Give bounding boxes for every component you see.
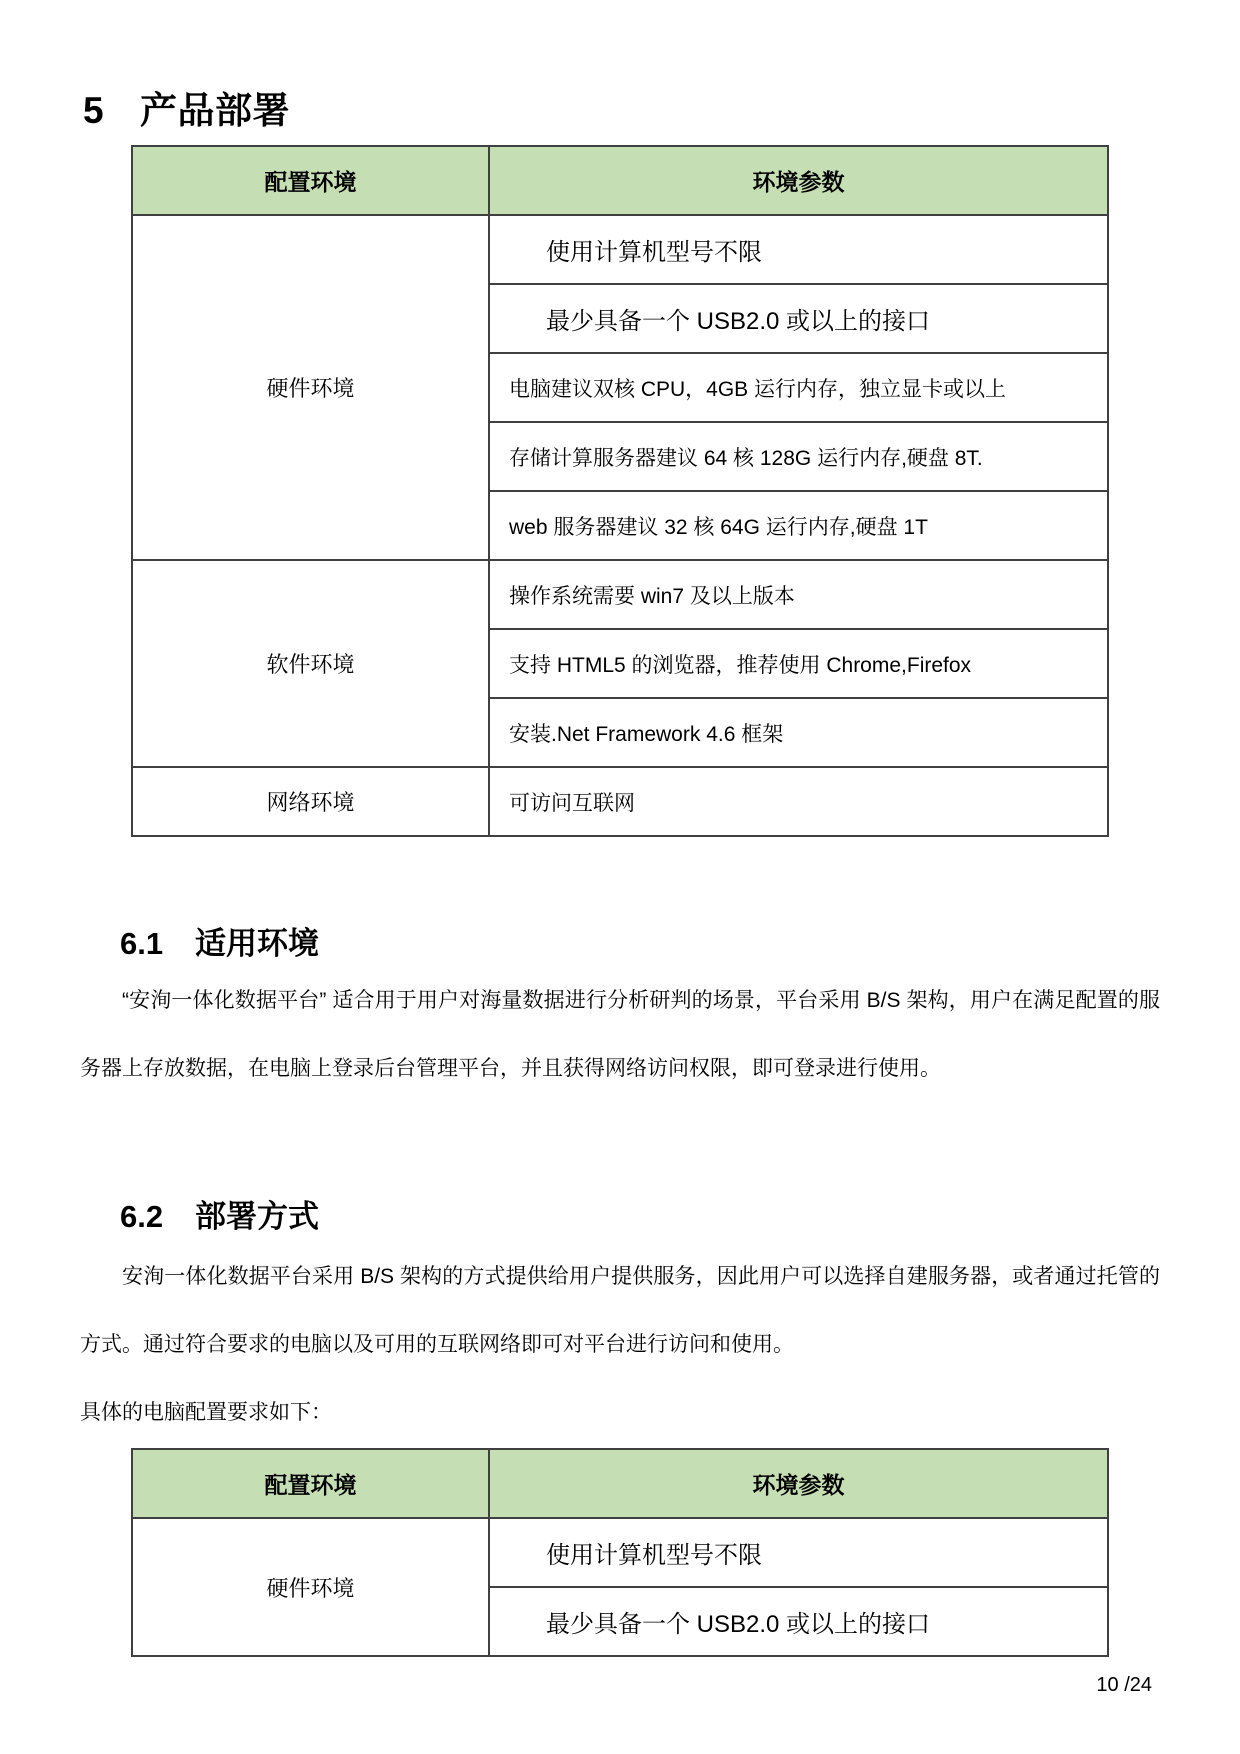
table-row bbox=[132, 1518, 1108, 1587]
table-cell: 操作系统需要 win7 及以上版本 bbox=[489, 560, 1108, 629]
section-number: 6.1 bbox=[120, 926, 164, 961]
chapter-number: 5 bbox=[83, 90, 105, 131]
group-label-hardware: 硬件环境 bbox=[132, 1518, 489, 1656]
column-header-config-env: 配置环境 bbox=[132, 146, 489, 215]
table-cell: 使用计算机型号不限 bbox=[489, 215, 1108, 284]
table-header-row bbox=[132, 1449, 1108, 1518]
paragraph: 具体的电脑配置要求如下： bbox=[80, 1401, 332, 1424]
table-cell: 使用计算机型号不限 bbox=[489, 1518, 1108, 1587]
paragraph: “安洵一体化数据平台” 适合用于用户对海量数据进行分析研判的场景，平台采用 B/S 架构，用户在满足配置的服务器上存放数据，在电脑上登录后台管理平台，并且获得网络访问权限，即可登录进行使用。 bbox=[80, 989, 1160, 1080]
section-6-1-body bbox=[80, 967, 1160, 1103]
table-cell: web 服务器建议 32 核 64G 运行内存,硬盘 1T bbox=[489, 491, 1108, 560]
table-row bbox=[132, 560, 1108, 629]
column-header-env-params: 环境参数 bbox=[489, 146, 1108, 215]
table-cell: 存储计算服务器建议 64 核 128G 运行内存,硬盘 8T. bbox=[489, 422, 1108, 491]
section-heading-6-2 bbox=[120, 1191, 319, 1236]
table-header-row bbox=[132, 146, 1108, 215]
table-cell: 电脑建议双核 CPU，4GB 运行内存，独立显卡或以上 bbox=[489, 353, 1108, 422]
pc-requirements-table bbox=[131, 1448, 1109, 1657]
section-title: 部署方式 bbox=[195, 1199, 319, 1234]
group-label-software: 软件环境 bbox=[132, 560, 489, 767]
chapter-heading bbox=[83, 80, 290, 134]
table-cell: 可访问互联网 bbox=[489, 767, 1108, 836]
group-label-hardware: 硬件环境 bbox=[132, 215, 489, 560]
table-row bbox=[132, 215, 1108, 284]
section-heading-6-1 bbox=[120, 918, 319, 963]
table-cell: 支持 HTML5 的浏览器，推荐使用 Chrome,Firefox bbox=[489, 629, 1108, 698]
chapter-title: 产品部署 bbox=[140, 90, 290, 131]
table-cell: 最少具备一个 USB2.0 或以上的接口 bbox=[489, 1587, 1108, 1656]
section-title: 适用环境 bbox=[195, 926, 319, 961]
column-header-config-env: 配置环境 bbox=[132, 1449, 489, 1518]
table-cell: 最少具备一个 USB2.0 或以上的接口 bbox=[489, 284, 1108, 353]
paragraph: 安洵一体化数据平台采用 B/S 架构的方式提供给用户提供服务，因此用户可以选择自建服务器，或者通过托管的方式。通过符合要求的电脑以及可用的互联网络即可对平台进行访问和使用。 bbox=[80, 1265, 1160, 1356]
section-number: 6.2 bbox=[120, 1199, 164, 1234]
table-cell: 安装.Net Framework 4.6 框架 bbox=[489, 698, 1108, 767]
column-header-env-params: 环境参数 bbox=[489, 1449, 1108, 1518]
group-label-network: 网络环境 bbox=[132, 767, 489, 836]
table-row bbox=[132, 767, 1108, 836]
deployment-environment-table bbox=[131, 145, 1109, 837]
page-number: 10 /24 bbox=[1096, 1674, 1152, 1696]
section-6-2-body bbox=[80, 1243, 1160, 1447]
